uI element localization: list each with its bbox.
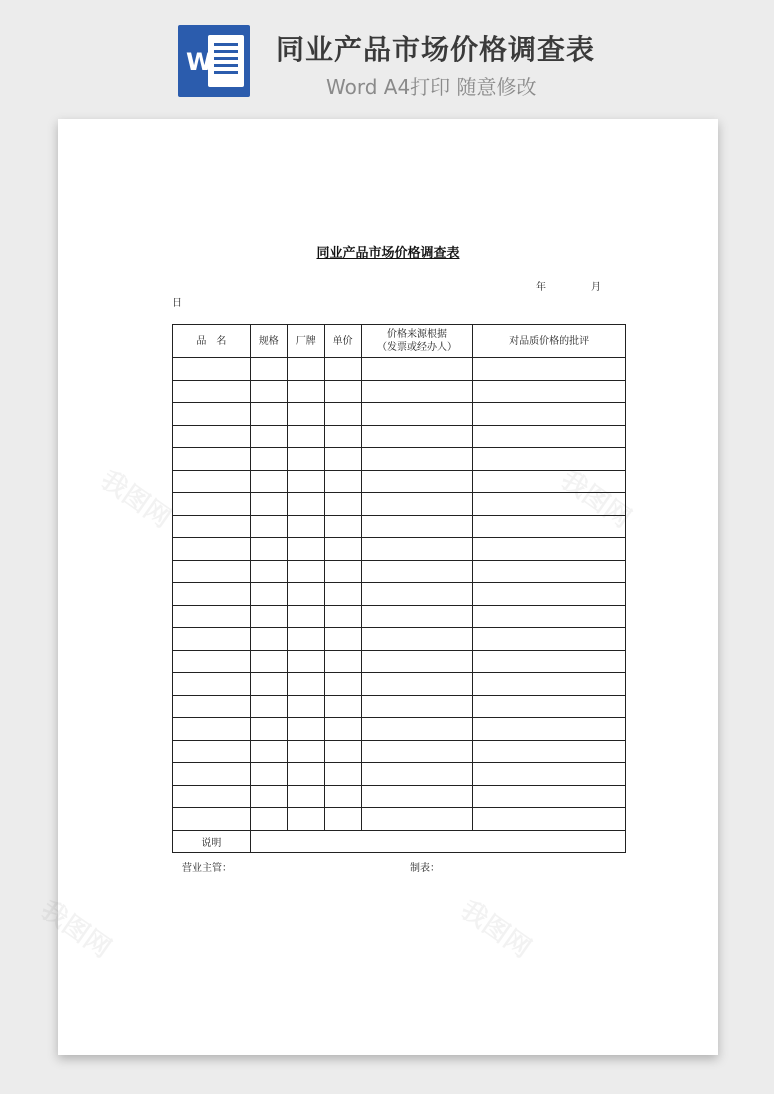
- table-cell[interactable]: [287, 560, 324, 583]
- table-cell[interactable]: [473, 650, 626, 673]
- table-cell[interactable]: [173, 650, 251, 673]
- document-title: 同业产品市场价格调查表: [316, 246, 460, 261]
- table-row: [173, 470, 626, 493]
- header-quality-comment: 对品质价格的批评: [473, 325, 626, 358]
- note-cell[interactable]: [250, 830, 625, 852]
- table-cell[interactable]: [361, 583, 473, 606]
- table-cell[interactable]: [173, 560, 251, 583]
- table-cell[interactable]: [361, 763, 473, 786]
- table-cell[interactable]: [324, 673, 361, 696]
- table-cell[interactable]: [287, 515, 324, 538]
- table-cell[interactable]: [473, 403, 626, 426]
- header-price-source-main: 价格来源根据: [386, 329, 447, 340]
- note-label: 说明: [173, 830, 251, 852]
- table-cell[interactable]: [250, 403, 287, 426]
- header-brand: 厂牌: [287, 325, 324, 358]
- table-cell[interactable]: [173, 380, 251, 403]
- table-row: [173, 628, 626, 651]
- date-month-label: 月: [591, 282, 601, 293]
- table-cell[interactable]: [324, 425, 361, 448]
- watermark: 我图网: [555, 464, 637, 535]
- table-cell[interactable]: [250, 808, 287, 831]
- date-day-label: 日: [172, 298, 182, 309]
- watermark: 我图网: [455, 894, 537, 965]
- header-price-source: [361, 325, 473, 358]
- table-row: [173, 448, 626, 471]
- table-cell[interactable]: [173, 605, 251, 628]
- table-cell[interactable]: [324, 448, 361, 471]
- watermark: 我图网: [35, 894, 117, 965]
- table-cell[interactable]: [173, 538, 251, 561]
- table-cell[interactable]: [173, 425, 251, 448]
- watermark: 我图网: [95, 464, 177, 535]
- footer-maker-label: 制表：: [410, 863, 440, 874]
- header-unit-price: 单价: [324, 325, 361, 358]
- table-cell[interactable]: [324, 695, 361, 718]
- table-cell[interactable]: [361, 740, 473, 763]
- table-row: [173, 605, 626, 628]
- table-cell[interactable]: [173, 515, 251, 538]
- table-cell[interactable]: [473, 358, 626, 381]
- table-cell[interactable]: [173, 673, 251, 696]
- table-cell[interactable]: [250, 470, 287, 493]
- table-cell[interactable]: [250, 763, 287, 786]
- table-row: [173, 425, 626, 448]
- table-cell[interactable]: [473, 425, 626, 448]
- table-cell[interactable]: [250, 380, 287, 403]
- table-cell[interactable]: [473, 763, 626, 786]
- table-cell[interactable]: [250, 650, 287, 673]
- table-cell[interactable]: [473, 448, 626, 471]
- table-cell[interactable]: [287, 470, 324, 493]
- table-cell[interactable]: [287, 448, 324, 471]
- table-row: [173, 718, 626, 741]
- table-cell[interactable]: [324, 538, 361, 561]
- word-app-icon: [178, 25, 250, 97]
- table-cell[interactable]: [250, 560, 287, 583]
- table-cell[interactable]: [250, 673, 287, 696]
- table-cell[interactable]: [473, 493, 626, 516]
- table-cell[interactable]: [250, 425, 287, 448]
- document-page: [35, 119, 718, 1055]
- table-cell[interactable]: [250, 493, 287, 516]
- table-cell[interactable]: [361, 628, 473, 651]
- table-cell[interactable]: [287, 763, 324, 786]
- table-cell[interactable]: [361, 470, 473, 493]
- table-cell[interactable]: [361, 380, 473, 403]
- table-cell[interactable]: [324, 763, 361, 786]
- table-cell[interactable]: [473, 605, 626, 628]
- price-survey-table: [172, 324, 626, 853]
- table-cell[interactable]: [250, 358, 287, 381]
- table-cell[interactable]: [473, 583, 626, 606]
- table-header-row: [173, 325, 626, 358]
- table-cell[interactable]: [324, 583, 361, 606]
- table-cell[interactable]: [361, 515, 473, 538]
- table-cell[interactable]: [287, 740, 324, 763]
- word-icon-letter: W: [186, 48, 213, 76]
- table-cell[interactable]: [173, 358, 251, 381]
- table-row: [173, 538, 626, 561]
- table-cell[interactable]: [250, 538, 287, 561]
- table-cell[interactable]: [361, 403, 473, 426]
- table-cell[interactable]: [473, 538, 626, 561]
- table-cell[interactable]: [361, 538, 473, 561]
- table-cell[interactable]: [173, 403, 251, 426]
- page-subtitle: Word A4打印 随意修改: [326, 75, 537, 99]
- table-cell[interactable]: [287, 695, 324, 718]
- table-cell[interactable]: [173, 628, 251, 651]
- note-row: [173, 830, 626, 852]
- table-row: [173, 493, 626, 516]
- table-cell[interactable]: [173, 583, 251, 606]
- table-cell[interactable]: [250, 628, 287, 651]
- table-row: [173, 740, 626, 763]
- table-cell[interactable]: [361, 493, 473, 516]
- table-cell[interactable]: [361, 673, 473, 696]
- table-cell[interactable]: [324, 785, 361, 808]
- table-cell[interactable]: [287, 628, 324, 651]
- table-cell[interactable]: [173, 763, 251, 786]
- table-row: [173, 583, 626, 606]
- table-cell[interactable]: [250, 740, 287, 763]
- table-cell[interactable]: [324, 515, 361, 538]
- table-cell[interactable]: [287, 380, 324, 403]
- footer-manager-label: 营业主管：: [182, 863, 232, 874]
- table-row: [173, 560, 626, 583]
- table-cell[interactable]: [250, 718, 287, 741]
- table-cell[interactable]: [361, 448, 473, 471]
- table-cell[interactable]: [473, 695, 626, 718]
- page-title: 同业产品市场价格调查表: [276, 33, 596, 66]
- table-cell[interactable]: [173, 785, 251, 808]
- table-cell[interactable]: [473, 560, 626, 583]
- table-cell[interactable]: [361, 358, 473, 381]
- table-cell[interactable]: [287, 493, 324, 516]
- table-row: [173, 380, 626, 403]
- table-cell[interactable]: [324, 628, 361, 651]
- table-cell[interactable]: [361, 695, 473, 718]
- table-cell[interactable]: [473, 718, 626, 741]
- table-cell[interactable]: [473, 515, 626, 538]
- table-cell[interactable]: [361, 785, 473, 808]
- table-cell[interactable]: [287, 650, 324, 673]
- table-cell[interactable]: [324, 470, 361, 493]
- table-row: [173, 785, 626, 808]
- header-product-name: 品 名: [173, 325, 251, 358]
- table-cell[interactable]: [287, 538, 324, 561]
- table-cell[interactable]: [250, 605, 287, 628]
- table-cell[interactable]: [361, 605, 473, 628]
- table-cell[interactable]: [473, 628, 626, 651]
- table-cell[interactable]: [361, 650, 473, 673]
- table-cell[interactable]: [287, 718, 324, 741]
- table-cell[interactable]: [361, 718, 473, 741]
- table-cell[interactable]: [173, 470, 251, 493]
- table-cell[interactable]: [324, 358, 361, 381]
- table-cell[interactable]: [250, 695, 287, 718]
- table-cell[interactable]: [324, 740, 361, 763]
- page-header: [0, 0, 774, 110]
- table-cell[interactable]: [173, 493, 251, 516]
- table-row: [173, 403, 626, 426]
- table-row: [173, 763, 626, 786]
- table-cell[interactable]: [250, 448, 287, 471]
- table-cell[interactable]: [287, 605, 324, 628]
- table-cell[interactable]: [173, 808, 251, 831]
- table-cell[interactable]: [361, 425, 473, 448]
- table-cell[interactable]: [324, 605, 361, 628]
- date-year-label: 年: [536, 282, 546, 293]
- table-cell[interactable]: [324, 493, 361, 516]
- table-row: [173, 695, 626, 718]
- table-cell[interactable]: [173, 718, 251, 741]
- table-cell[interactable]: [287, 808, 324, 831]
- table-cell[interactable]: [287, 583, 324, 606]
- table-cell[interactable]: [287, 785, 324, 808]
- table-cell[interactable]: [250, 785, 287, 808]
- table-cell[interactable]: [173, 740, 251, 763]
- table-row: [173, 650, 626, 673]
- table-cell[interactable]: [361, 808, 473, 831]
- table-cell[interactable]: [324, 380, 361, 403]
- table-cell[interactable]: [287, 425, 324, 448]
- table-cell[interactable]: [324, 403, 361, 426]
- table-cell[interactable]: [324, 560, 361, 583]
- table-cell[interactable]: [287, 403, 324, 426]
- table-row: [173, 515, 626, 538]
- table-cell[interactable]: [473, 380, 626, 403]
- table-cell[interactable]: [473, 673, 626, 696]
- table-cell[interactable]: [473, 470, 626, 493]
- table-cell[interactable]: [324, 718, 361, 741]
- table-cell[interactable]: [324, 650, 361, 673]
- header-price-source-sub: （发票或经办人）: [376, 342, 457, 353]
- table-row: [173, 358, 626, 381]
- header-spec: 规格: [250, 325, 287, 358]
- table-cell[interactable]: [173, 448, 251, 471]
- table-row: [173, 808, 626, 831]
- table-cell[interactable]: [287, 358, 324, 381]
- table-cell[interactable]: [473, 785, 626, 808]
- table-cell[interactable]: [250, 515, 287, 538]
- table-row: [173, 673, 626, 696]
- table-cell[interactable]: [473, 808, 626, 831]
- table-cell[interactable]: [473, 740, 626, 763]
- table-cell[interactable]: [324, 808, 361, 831]
- table-cell[interactable]: [361, 560, 473, 583]
- table-cell[interactable]: [173, 695, 251, 718]
- table-cell[interactable]: [250, 583, 287, 606]
- table-cell[interactable]: [287, 673, 324, 696]
